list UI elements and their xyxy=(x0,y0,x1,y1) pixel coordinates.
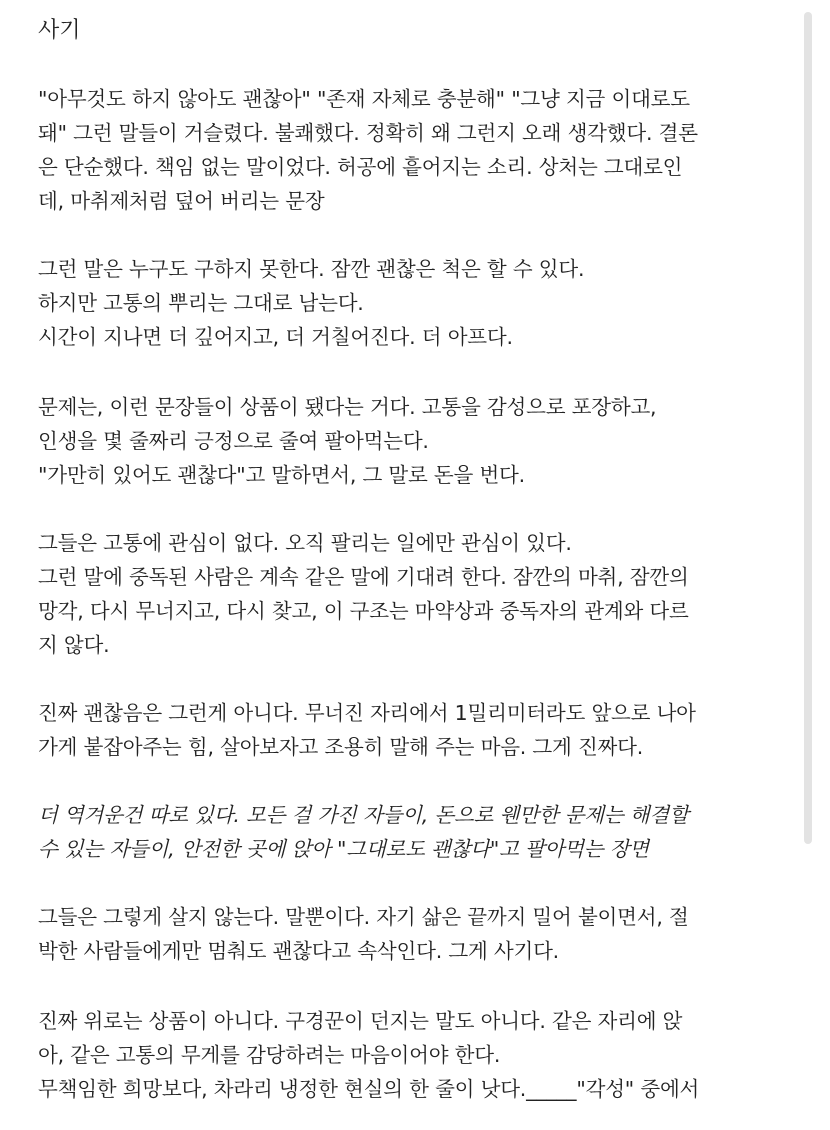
paragraph-1 xyxy=(38,82,698,218)
paragraph-4 xyxy=(38,526,689,662)
paragraph-6-emphasis xyxy=(38,798,689,866)
text-line: "가만히 있어도 괜찮다"고 말하면서, 그 말로 돈을 번다. xyxy=(38,463,525,487)
text-line: "아무것도 하지 않아도 괜찮아" "존재 자체로 충분해" "그냥 지금 이대로도 xyxy=(38,87,690,111)
text-line: 그들은 고통에 관심이 없다. 오직 팔리는 일에만 관심이 있다. xyxy=(38,531,572,555)
paragraph-5 xyxy=(38,696,696,764)
text-line: 그들은 그렇게 살지 않는다. 말뿐이다. 자기 삶은 끝까지 밀어 붙이면서, 절 xyxy=(38,905,689,929)
text-line: 진짜 괜찮음은 그런게 아니다. 무너진 자리에서 1밀리미터라도 앞으로 나아 xyxy=(38,701,696,725)
text-line: 박한 사람들에게만 멈춰도 괜찮다고 속삭인다. 그게 사기다. xyxy=(38,939,560,963)
text-line: 시간이 지나면 더 깊어지고, 더 거칠어진다. 더 아프다. xyxy=(38,325,513,349)
text-line: 아, 같은 고통의 무게를 감당하려는 마음이어야 한다. xyxy=(38,1043,501,1067)
paragraph-2 xyxy=(38,252,584,354)
paragraph-8 xyxy=(38,1004,699,1106)
text-line: 진짜 위로는 상품이 아니다. 구경꾼이 던지는 말도 아니다. 같은 자리에 앉 xyxy=(38,1009,683,1033)
paragraph-3 xyxy=(38,390,656,492)
text-line: 지 않다. xyxy=(38,633,110,657)
text-line: 그런 말은 누구도 구하지 못한다. 잠깐 괜찮은 척은 할 수 있다. xyxy=(38,257,585,281)
text-line: 하지만 고통의 뿌리는 그대로 남는다. xyxy=(38,291,364,315)
text-line: 더 역겨운건 따로 있다. 모든 걸 가진 자들이, 돈으로 웬만한 문제는 해결할 xyxy=(38,803,689,827)
text-line: 인생을 몇 줄짜리 긍정으로 줄여 팔아먹는다. xyxy=(38,429,429,453)
text-line: 수 있는 자들이, 안전한 곳에 앉아 "그대로도 괜찮다"고 팔아먹는 장면 xyxy=(38,837,649,861)
text-line: 무책임한 희망보다, 차라리 냉정한 현실의 한 줄이 낫다._____"각성" 중에서 xyxy=(38,1077,700,1101)
text-line: 돼" 그런 말들이 거슬렸다. 불쾌했다. 정확히 왜 그런지 오래 생각했다. 결론 xyxy=(38,121,698,145)
text-line: 망각, 다시 무너지고, 다시 찾고, 이 구조는 마약상과 중독자의 관계와 다르 xyxy=(38,599,689,623)
text-line: 은 단순했다. 책임 없는 말이었다. 허공에 흩어지는 소리. 상처는 그대로인 xyxy=(38,155,683,179)
scrollbar[interactable] xyxy=(804,12,812,844)
paragraph-7 xyxy=(38,900,689,968)
text-line: 문제는, 이런 문장들이 상품이 됐다는 거다. 고통을 감성으로 포장하고, xyxy=(38,395,657,419)
document-title: 사기 xyxy=(38,18,81,43)
text-line: 그런 말에 중독된 사람은 계속 같은 말에 기대려 한다. 잠깐의 마취, 잠깐의 xyxy=(38,565,689,589)
text-line: 가게 붙잡아주는 힘, 살아보자고 조용히 말해 주는 마음. 그게 진짜다. xyxy=(38,735,644,759)
text-line: 데, 마취제처럼 덮어 버리는 문장 xyxy=(38,189,325,213)
